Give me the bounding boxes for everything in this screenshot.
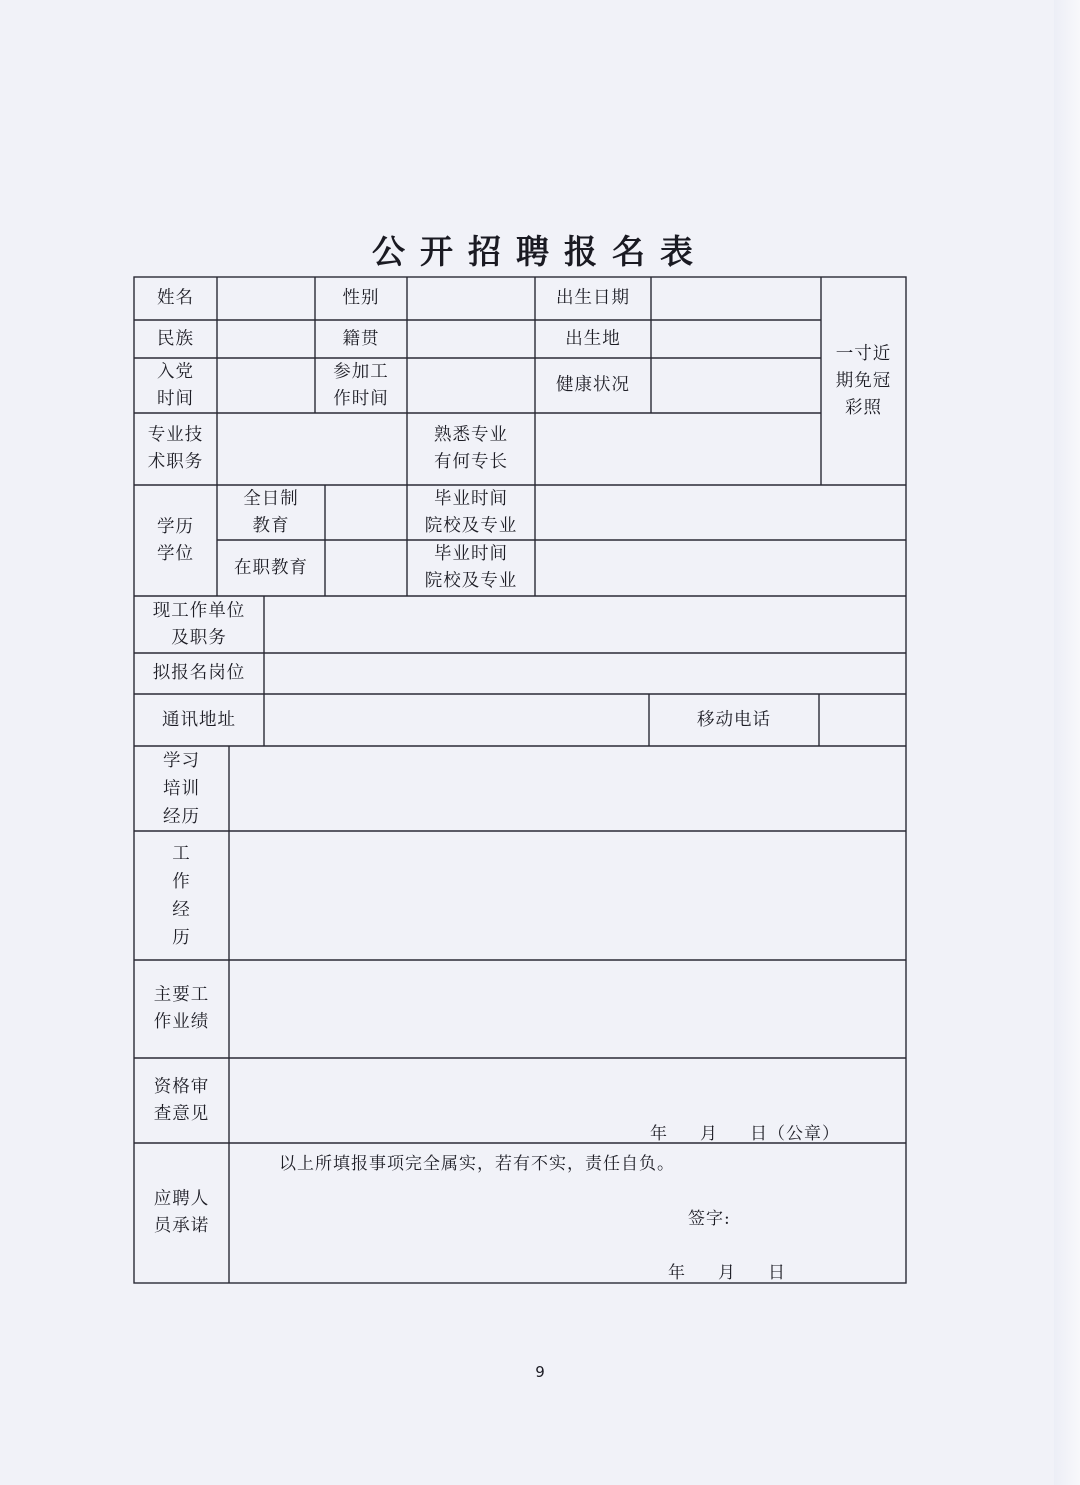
field-ethnicity[interactable] — [217, 320, 315, 358]
label-education — [134, 485, 217, 596]
field-work-start-time[interactable] — [407, 358, 535, 413]
label-line: 专业技 — [147, 425, 204, 445]
label-line: 入党 — [157, 361, 194, 382]
label-line: 全日制 — [243, 488, 299, 509]
field-address[interactable] — [264, 694, 649, 746]
photo-line: 期免冠 — [835, 370, 892, 391]
label-line: 学习 — [163, 750, 200, 771]
signature-field[interactable] — [740, 1196, 890, 1232]
label-line: 经 — [172, 899, 191, 920]
pledge-date: 年 月 日 — [668, 1263, 787, 1283]
label-address: 通讯地址 — [162, 709, 236, 730]
label-line: 培训 — [163, 778, 200, 799]
label-native-place: 籍贯 — [342, 328, 380, 349]
label-fulltime-education — [217, 485, 325, 540]
label-line: 学位 — [157, 543, 194, 564]
label-tech-title — [134, 413, 217, 485]
label-line: 经历 — [163, 806, 200, 827]
label-line: 主要工 — [153, 985, 210, 1005]
label-specialty — [407, 413, 535, 485]
label-mobile: 移动电话 — [697, 709, 771, 730]
label-line: 术职务 — [147, 452, 204, 472]
label-line: 教育 — [252, 515, 290, 536]
label-line: 作业绩 — [153, 1012, 210, 1032]
pledge-statement: 以上所填报事项完全属实，若有不实，责任自负。 — [279, 1154, 675, 1174]
label-line: 作 — [172, 871, 191, 892]
label-birthplace: 出生地 — [565, 328, 621, 349]
field-gender[interactable] — [407, 277, 535, 320]
label-line: 参加工 — [333, 361, 389, 382]
label-fulltime-graduation — [407, 485, 535, 540]
label-line: 有何专长 — [434, 452, 508, 472]
field-inservice-graduation[interactable] — [535, 540, 906, 596]
label-line: 毕业时间 — [434, 488, 508, 509]
field-health[interactable] — [651, 358, 821, 413]
label-line: 资格审 — [153, 1076, 210, 1097]
label-line: 院校及专业 — [424, 515, 518, 536]
label-qualification-review — [134, 1058, 229, 1143]
field-training[interactable] — [229, 746, 906, 831]
page-number: 9 — [535, 1363, 545, 1381]
label-current-unit — [134, 596, 264, 653]
field-mobile[interactable] — [819, 694, 906, 746]
label-party-join-time — [134, 358, 217, 413]
label-line: 作时间 — [333, 388, 389, 409]
label-line: 员承诺 — [153, 1216, 210, 1236]
form-title: 公开招聘报名表 — [372, 232, 708, 271]
field-inservice-education[interactable] — [325, 540, 407, 596]
field-current-unit[interactable] — [264, 596, 906, 653]
field-specialty[interactable] — [535, 413, 821, 485]
label-line: 院校及专业 — [424, 571, 518, 591]
label-inservice-education: 在职教育 — [234, 557, 308, 578]
label-applicant-pledge — [134, 1143, 229, 1283]
label-gender: 性别 — [342, 288, 380, 308]
photo-line: 彩照 — [845, 397, 882, 418]
label-line: 工 — [172, 843, 191, 864]
label-line: 应聘人 — [153, 1189, 210, 1209]
label-line: 及职务 — [171, 627, 227, 648]
field-applied-post[interactable] — [264, 653, 906, 694]
photo-box[interactable] — [821, 277, 906, 485]
field-tech-title[interactable] — [217, 413, 407, 485]
label-line: 历 — [172, 927, 191, 948]
photo-line: 一寸近 — [835, 343, 892, 364]
field-fulltime-education[interactable] — [325, 485, 407, 540]
label-line: 毕业时间 — [434, 544, 508, 564]
label-line: 时间 — [157, 388, 194, 409]
label-line: 查意见 — [153, 1103, 210, 1124]
label-inservice-graduation — [407, 540, 535, 596]
label-name: 姓名 — [157, 288, 194, 308]
signature-label: 签字: — [688, 1209, 731, 1229]
review-date: 年 月 日（公章） — [650, 1124, 841, 1144]
label-achievements — [134, 960, 229, 1058]
field-birth-date[interactable] — [651, 277, 821, 320]
field-achievements[interactable] — [229, 960, 906, 1058]
label-health: 健康状况 — [556, 375, 630, 395]
label-applied-post: 拟报名岗位 — [152, 663, 246, 683]
field-party-join-time[interactable] — [217, 358, 315, 413]
field-fulltime-graduation[interactable] — [535, 485, 906, 540]
field-name[interactable] — [217, 277, 315, 320]
label-line: 现工作单位 — [152, 600, 246, 621]
field-native-place[interactable] — [407, 320, 535, 358]
label-line: 学历 — [157, 516, 194, 537]
label-birth-date: 出生日期 — [556, 288, 630, 308]
label-work-history — [134, 831, 229, 960]
field-birthplace[interactable] — [651, 320, 821, 358]
label-ethnicity: 民族 — [157, 328, 194, 349]
label-training — [134, 746, 229, 831]
field-work-history[interactable] — [229, 831, 906, 960]
label-line: 熟悉专业 — [434, 425, 508, 445]
label-work-start-time — [315, 358, 407, 413]
